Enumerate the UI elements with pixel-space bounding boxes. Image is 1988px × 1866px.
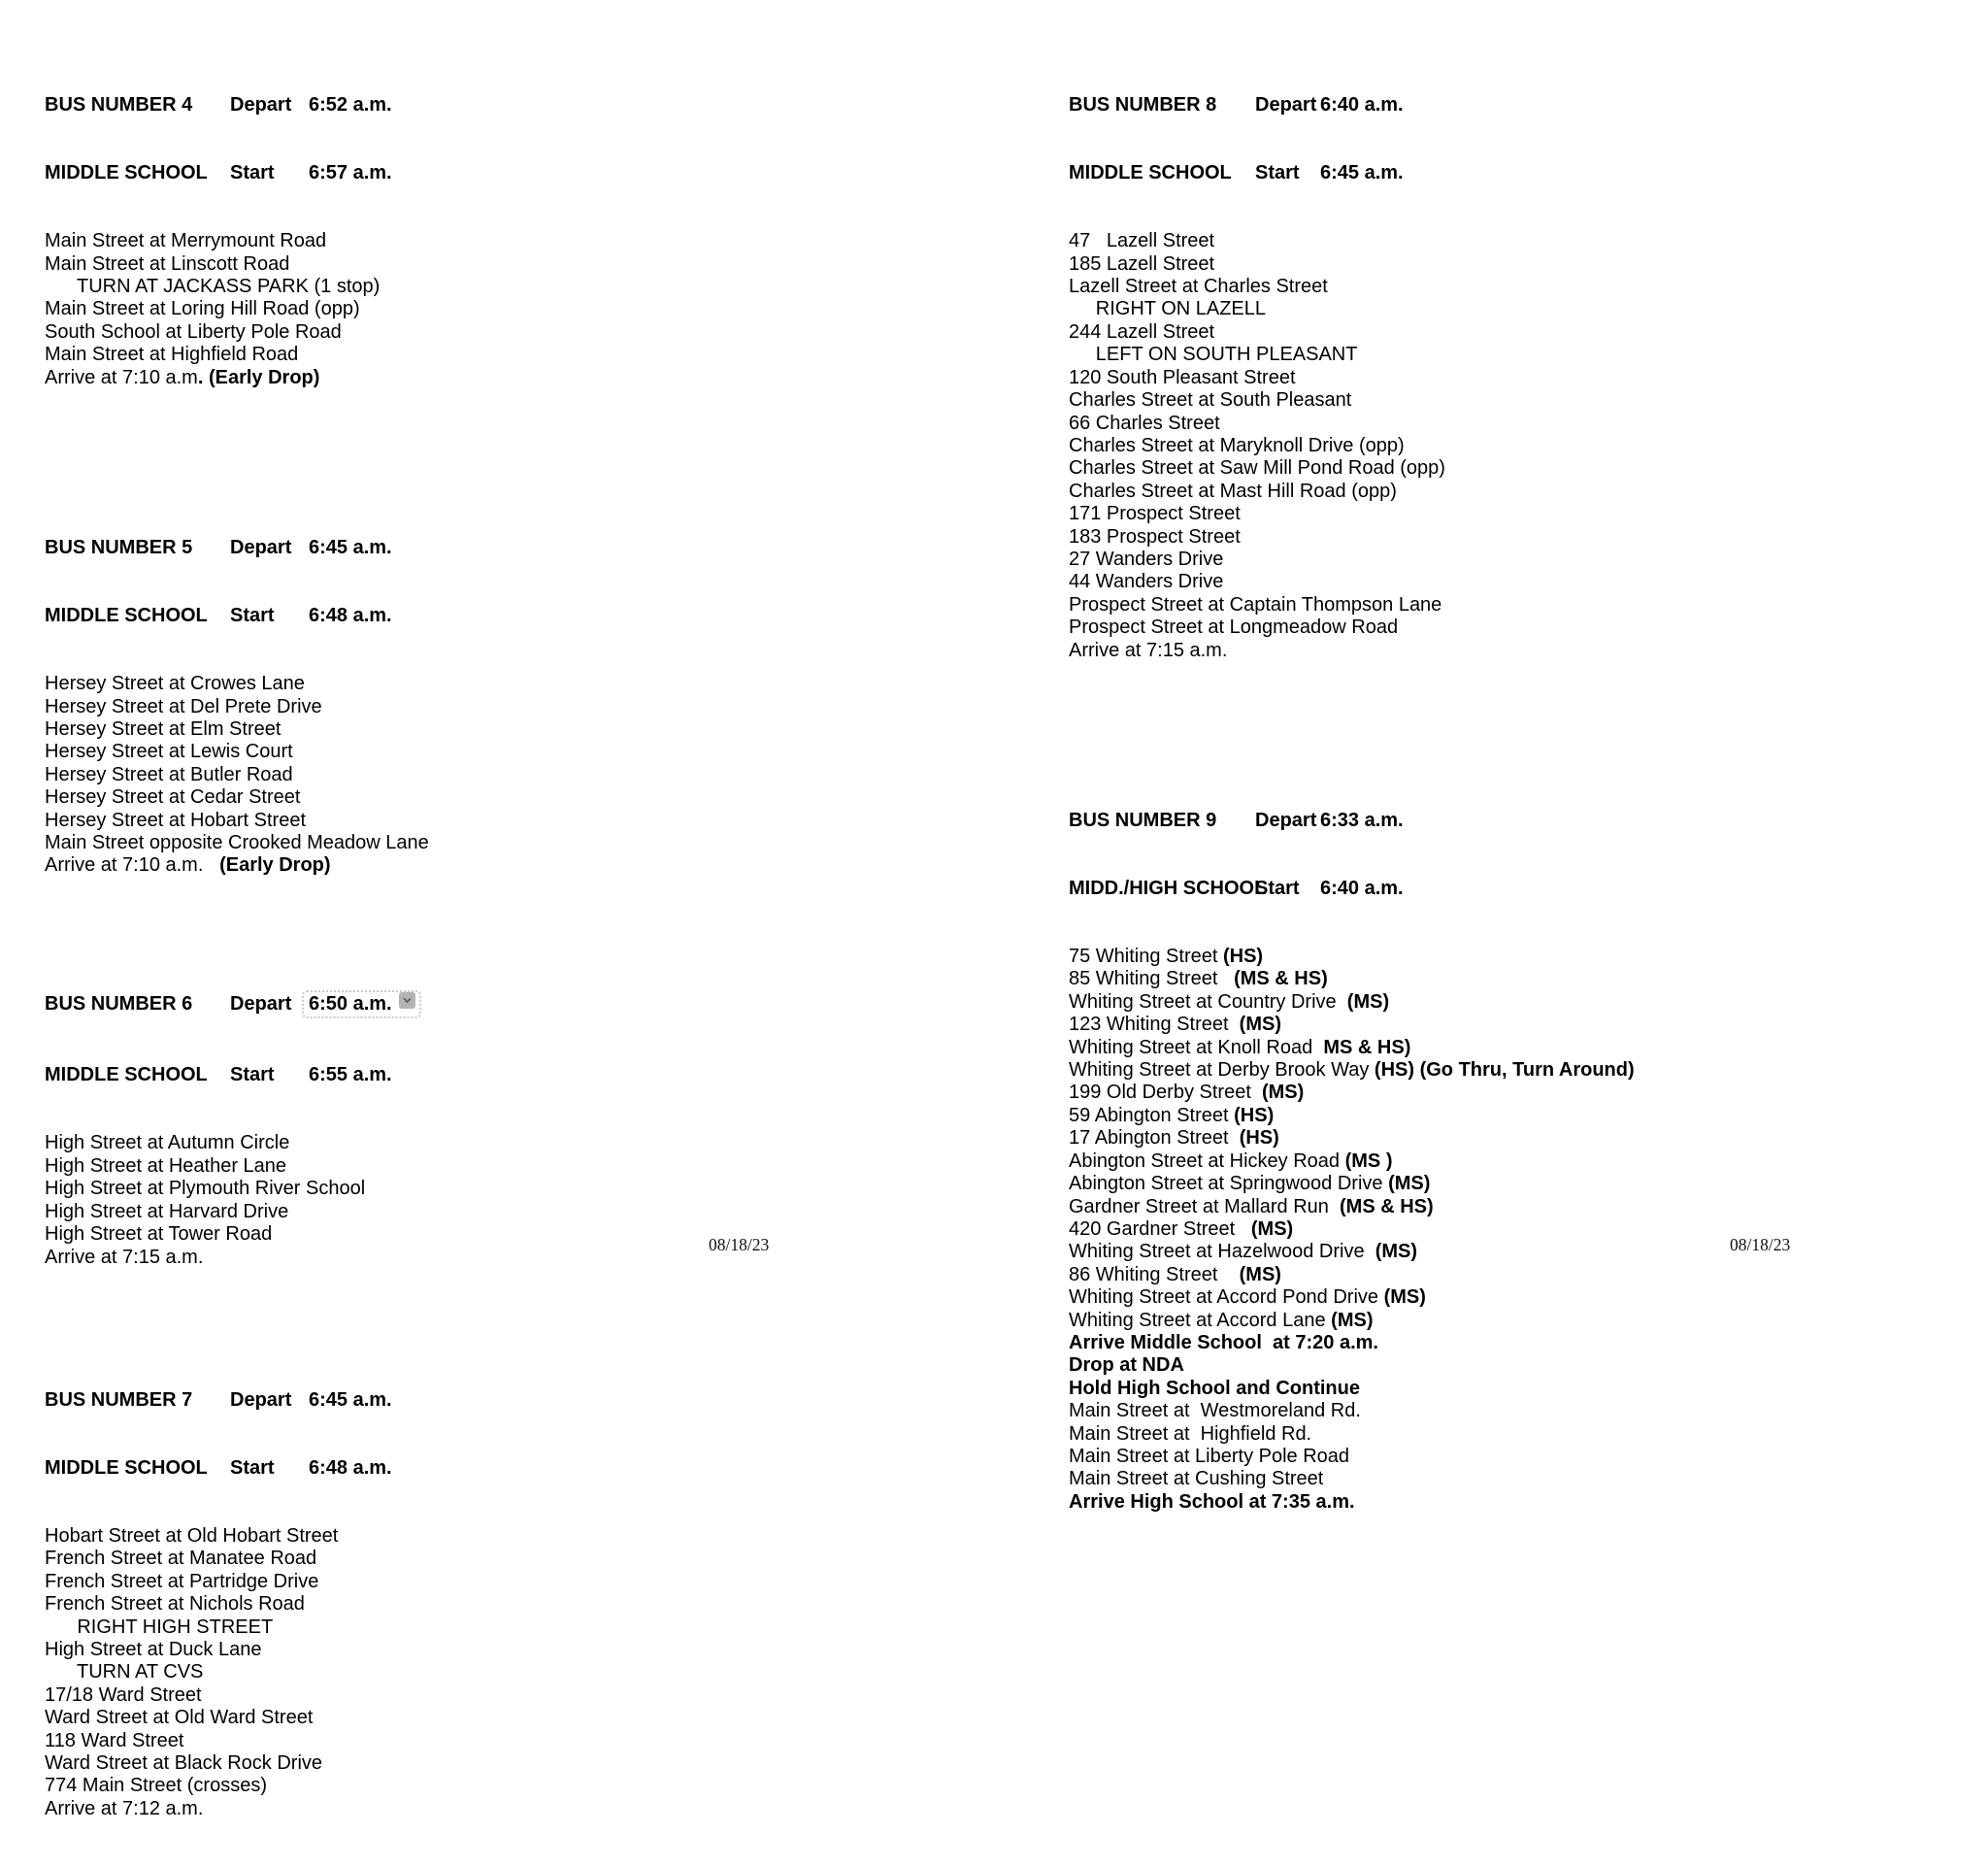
stop-text: (MS) bbox=[1383, 1286, 1426, 1309]
stop-line bbox=[45, 718, 685, 741]
stop-text: . (Early Drop) bbox=[197, 366, 320, 388]
stop-line bbox=[45, 696, 685, 718]
stop-text: (MS) bbox=[1261, 1082, 1305, 1104]
depart-label: Depart bbox=[230, 536, 292, 558]
depart-time: 6:40 a.m. bbox=[1320, 93, 1404, 116]
stop-text: (MS) bbox=[1388, 1173, 1431, 1195]
stop-text: Arrive at 7:15 a.m. bbox=[45, 1246, 204, 1268]
stop-line bbox=[1069, 1286, 1806, 1309]
bus-header-depart-row bbox=[45, 993, 685, 1018]
stop-line bbox=[1069, 1218, 1806, 1241]
stop-text: Hold High School and Continue bbox=[1069, 1377, 1360, 1399]
stop-text: 86 Whiting Street bbox=[1069, 1263, 1240, 1285]
stop-text: Charles Street at South Pleasant bbox=[1069, 389, 1352, 412]
stop-text: Charles Street at Mast Hill Road (opp) bbox=[1069, 480, 1397, 502]
stop-text: Arrive at 7:10 a.m. bbox=[45, 854, 220, 877]
stop-text: Main Street at Merrymount Road bbox=[45, 230, 327, 252]
stop-text: 17 Abington Street bbox=[1069, 1127, 1240, 1150]
start-time: 6:45 a.m. bbox=[1320, 162, 1404, 184]
stop-text: Hobart Street at Old Hobart Street bbox=[45, 1524, 339, 1547]
stop-text: 420 Gardner Street bbox=[1069, 1217, 1251, 1240]
stop-text: (MS) bbox=[1239, 1014, 1281, 1036]
stop-text: Hersey Street at Elm Street bbox=[45, 717, 282, 740]
stop-line bbox=[1069, 1127, 1806, 1150]
depart-label: Depart bbox=[1255, 93, 1317, 116]
stop-text: 183 Prospect Street bbox=[1069, 525, 1241, 548]
stop-line bbox=[45, 1752, 685, 1775]
left-column bbox=[45, 49, 685, 1866]
stop-text: 66 Charles Street bbox=[1069, 412, 1220, 434]
stop-text: Hersey Street at Hobart Street bbox=[45, 809, 307, 831]
start-label: Start bbox=[1255, 877, 1300, 899]
start-label: Start bbox=[1255, 162, 1300, 184]
stop-line bbox=[45, 1593, 685, 1616]
stop-list bbox=[45, 1525, 685, 1820]
bus-name: BUS NUMBER 7 bbox=[45, 1388, 193, 1411]
bus-name: BUS NUMBER 4 bbox=[45, 93, 193, 116]
stop-line bbox=[1069, 640, 1806, 662]
school-name: MIDDLE SCHOOL bbox=[1069, 162, 1232, 184]
stop-line bbox=[45, 854, 685, 877]
depart-label: Depart bbox=[1255, 809, 1317, 831]
stop-text: Main Street at Highfield Road bbox=[45, 344, 299, 366]
stop-text: TURN AT CVS bbox=[45, 1661, 204, 1683]
stop-text: Hersey Street at Butler Road bbox=[45, 763, 293, 785]
stop-text: 244 Lazell Street bbox=[1069, 320, 1215, 343]
stop-line bbox=[45, 321, 685, 344]
stop-line bbox=[45, 230, 685, 252]
stop-text: 118 Ward Street bbox=[45, 1729, 184, 1751]
stop-text: Abington Street at Springwood Drive bbox=[1069, 1173, 1389, 1195]
stop-text: (MS & HS) bbox=[1340, 1195, 1434, 1217]
stop-text: (MS) bbox=[1250, 1217, 1294, 1240]
stop-text: RIGHT HIGH STREET bbox=[45, 1616, 274, 1638]
stop-line bbox=[45, 1730, 685, 1752]
stop-text: Hersey Street at Del Prete Drive bbox=[45, 695, 322, 717]
stop-text: 171 Prospect Street bbox=[1069, 503, 1241, 525]
start-label: Start bbox=[230, 1456, 275, 1479]
start-time: 6:57 a.m. bbox=[309, 162, 392, 184]
stop-line bbox=[45, 1201, 685, 1223]
depart-label: Depart bbox=[230, 993, 292, 1016]
stop-line bbox=[1069, 413, 1806, 435]
stop-line bbox=[1069, 571, 1806, 593]
stop-line bbox=[1069, 298, 1806, 320]
depart-time bbox=[309, 993, 685, 1018]
stop-line bbox=[1069, 549, 1806, 571]
stop-line bbox=[45, 1132, 685, 1154]
stop-text: LEFT ON SOUTH PLEASANT bbox=[1069, 344, 1358, 366]
stop-text: Arrive Middle School at 7:20 a.m. bbox=[1069, 1331, 1378, 1353]
stop-text: (MS ) bbox=[1344, 1150, 1393, 1172]
stop-text: 17/18 Ward Street bbox=[45, 1683, 202, 1706]
stop-text: Abington Street at Hickey Road bbox=[1069, 1150, 1345, 1172]
stop-line bbox=[1069, 991, 1806, 1014]
stop-line bbox=[45, 253, 685, 276]
bus-section-bus-number-5 bbox=[45, 491, 685, 923]
stop-line bbox=[45, 673, 685, 695]
stop-line bbox=[45, 1178, 685, 1200]
bus-name: BUS NUMBER 5 bbox=[45, 536, 193, 558]
stop-line bbox=[1069, 276, 1806, 298]
start-time: 6:48 a.m. bbox=[309, 604, 392, 626]
stop-text: High Street at Tower Road bbox=[45, 1223, 273, 1246]
stop-line bbox=[1069, 1241, 1806, 1263]
stop-line bbox=[1069, 321, 1806, 344]
stop-text: (MS) bbox=[1331, 1309, 1374, 1331]
stop-line bbox=[1069, 503, 1806, 525]
stop-text: High Street at Heather Lane bbox=[45, 1154, 287, 1177]
stop-text: Prospect Street at Longmeadow Road bbox=[1069, 616, 1399, 639]
start-label: Start bbox=[230, 604, 275, 626]
stop-line bbox=[1069, 1037, 1806, 1059]
stop-list bbox=[45, 230, 685, 389]
stop-line bbox=[45, 1775, 685, 1797]
stop-line bbox=[45, 1684, 685, 1707]
stop-line bbox=[45, 344, 685, 366]
bus-section-bus-number-8 bbox=[1069, 49, 1806, 708]
stop-text: Arrive at 7:12 a.m. bbox=[45, 1797, 204, 1819]
stop-line bbox=[1069, 1150, 1806, 1173]
stop-text: Whiting Street at Hazelwood Drive bbox=[1069, 1241, 1375, 1263]
stop-list bbox=[1069, 230, 1806, 662]
stop-line bbox=[45, 810, 685, 832]
stop-line bbox=[1069, 367, 1806, 389]
stop-line bbox=[45, 1223, 685, 1246]
stop-line bbox=[45, 298, 685, 320]
bus-header-start-row bbox=[45, 162, 685, 184]
school-name: MIDDLE SCHOOL bbox=[45, 1456, 208, 1479]
bus-header-depart-row bbox=[45, 1389, 685, 1412]
depart-time: 6:33 a.m. bbox=[1320, 809, 1404, 831]
stop-line bbox=[1069, 1014, 1806, 1036]
stop-text: Main Street at Cushing Street bbox=[1069, 1468, 1324, 1490]
bus-header-depart-row bbox=[1069, 810, 1806, 832]
stop-list bbox=[45, 1132, 685, 1268]
stop-line bbox=[45, 1525, 685, 1548]
start-label: Start bbox=[230, 162, 275, 184]
stop-text: Whiting Street at Knoll Road bbox=[1069, 1036, 1324, 1058]
stop-text: Arrive High School at 7:35 a.m. bbox=[1069, 1490, 1355, 1513]
stop-text: (Early Drop) bbox=[219, 854, 331, 877]
stop-text: Hersey Street at Lewis Court bbox=[45, 741, 293, 763]
bus-header-start-row bbox=[45, 1457, 685, 1480]
stop-text: 123 Whiting Street bbox=[1069, 1014, 1240, 1036]
stop-line bbox=[45, 1639, 685, 1661]
stop-line bbox=[1069, 389, 1806, 412]
stop-line bbox=[1069, 1468, 1806, 1490]
stop-line bbox=[1069, 1332, 1806, 1354]
stop-line bbox=[1069, 1264, 1806, 1286]
stop-text: Drop at NDA bbox=[1069, 1354, 1184, 1377]
stop-text: 85 Whiting Street bbox=[1069, 968, 1235, 990]
stop-text: High Street at Plymouth River School bbox=[45, 1178, 366, 1200]
stop-text: (HS) bbox=[1222, 946, 1264, 968]
bus-name: BUS NUMBER 6 bbox=[45, 993, 193, 1016]
stop-text: Main Street at Highfield Rd. bbox=[1069, 1422, 1312, 1445]
stop-line bbox=[1069, 616, 1806, 639]
right-column bbox=[1069, 49, 1806, 1559]
bus-header-start-row bbox=[45, 1064, 685, 1086]
stop-text: (MS & HS) bbox=[1234, 968, 1328, 990]
stop-text: (HS) bbox=[1239, 1127, 1279, 1150]
depart-label: Depart bbox=[230, 93, 292, 116]
bus-section-bus-number-9 bbox=[1069, 764, 1806, 1559]
stop-line bbox=[1069, 344, 1806, 366]
stop-line bbox=[1069, 1082, 1806, 1104]
stop-text: Whiting Street at Accord Pond Drive bbox=[1069, 1286, 1384, 1309]
depart-time-field[interactable] bbox=[302, 990, 421, 1018]
stop-line bbox=[1069, 1400, 1806, 1422]
stop-line bbox=[45, 786, 685, 809]
stop-text: Ward Street at Black Rock Drive bbox=[45, 1752, 323, 1775]
stop-text: 774 Main Street (crosses) bbox=[45, 1775, 267, 1797]
stop-line bbox=[1069, 1423, 1806, 1446]
stop-text: Whiting Street at Country Drive bbox=[1069, 990, 1347, 1013]
start-time: 6:55 a.m. bbox=[309, 1064, 392, 1086]
bus-section-bus-number-7 bbox=[45, 1344, 685, 1866]
stop-text: Whiting Street at Derby Brook Way bbox=[1069, 1059, 1375, 1082]
stop-line bbox=[1069, 435, 1806, 457]
stop-text: 185 Lazell Street bbox=[1069, 252, 1215, 275]
stop-line bbox=[45, 367, 685, 389]
stop-text: (MS) bbox=[1346, 990, 1390, 1013]
stop-line bbox=[45, 1247, 685, 1269]
stop-list bbox=[45, 673, 685, 878]
stop-line bbox=[1069, 1354, 1806, 1377]
start-time: 6:40 a.m. bbox=[1320, 877, 1404, 899]
footer-date-left: 08/18/23 bbox=[709, 1235, 770, 1254]
stop-text: French Street at Partridge Drive bbox=[45, 1570, 319, 1592]
depart-time-value: 6:50 a.m. bbox=[309, 993, 392, 1016]
stop-text: High Street at Duck Lane bbox=[45, 1639, 262, 1660]
depart-time: 6:45 a.m. bbox=[309, 1388, 392, 1411]
stop-text: Arrive at 7:10 a.m bbox=[45, 366, 198, 388]
start-time: 6:48 a.m. bbox=[309, 1456, 392, 1479]
stop-text: High Street at Harvard Drive bbox=[45, 1200, 289, 1222]
stop-text: Gardner Street at Mallard Run bbox=[1069, 1195, 1341, 1217]
bus-header-start-row bbox=[1069, 878, 1806, 900]
bus-header-depart-row bbox=[45, 537, 685, 559]
stop-text: Ward Street at Old Ward Street bbox=[45, 1707, 314, 1729]
stop-line bbox=[1069, 594, 1806, 616]
stop-text: Main Street at Linscott Road bbox=[45, 252, 290, 275]
school-name: MIDDLE SCHOOL bbox=[45, 604, 208, 626]
depart-time: 6:45 a.m. bbox=[309, 536, 392, 558]
stop-text: 59 Abington Street bbox=[1069, 1104, 1235, 1126]
stop-line bbox=[1069, 457, 1806, 480]
bus-header-depart-row bbox=[1069, 94, 1806, 117]
stop-text: (MS) bbox=[1375, 1241, 1418, 1263]
stop-line bbox=[1069, 1491, 1806, 1514]
stop-line bbox=[45, 741, 685, 763]
stop-text: 44 Wanders Drive bbox=[1069, 571, 1224, 593]
stop-line bbox=[1069, 1105, 1806, 1127]
stop-line bbox=[1069, 1446, 1806, 1468]
stop-line bbox=[45, 1571, 685, 1593]
stop-line bbox=[45, 1155, 685, 1178]
stop-text: French Street at Nichols Road bbox=[45, 1593, 305, 1616]
stop-text: 47 Lazell Street bbox=[1069, 230, 1215, 252]
stop-text: RIGHT ON LAZELL bbox=[1069, 298, 1267, 320]
stop-line bbox=[45, 832, 685, 854]
stop-text: Whiting Street at Accord Lane bbox=[1069, 1309, 1332, 1331]
stop-text: (HS) (Go Thru, Turn Around) bbox=[1374, 1059, 1635, 1082]
stop-text: Arrive at 7:15 a.m. bbox=[1069, 639, 1228, 661]
stop-line bbox=[1069, 1196, 1806, 1218]
stop-text: French Street at Manatee Road bbox=[45, 1548, 317, 1570]
stop-line bbox=[45, 1661, 685, 1683]
school-name: MIDDLE SCHOOL bbox=[45, 162, 208, 184]
stop-line bbox=[45, 276, 685, 298]
stop-text: High Street at Autumn Circle bbox=[45, 1132, 290, 1154]
school-name: MIDDLE SCHOOL bbox=[45, 1064, 208, 1086]
stop-text: Charles Street at Saw Mill Pond Road (opp) bbox=[1069, 457, 1445, 480]
school-name: MIDD./HIGH SCHOOL bbox=[1069, 877, 1267, 899]
stop-text: 75 Whiting Street bbox=[1069, 946, 1223, 968]
chevron-down-icon[interactable] bbox=[399, 992, 415, 1009]
bus-header-start-row bbox=[45, 605, 685, 627]
stop-text: Main Street opposite Crooked Meadow Lane bbox=[45, 832, 429, 853]
stop-text: (MS) bbox=[1239, 1263, 1281, 1285]
stop-line bbox=[45, 1548, 685, 1570]
stop-line bbox=[45, 1616, 685, 1639]
stop-text: Main Street at Westmoreland Rd. bbox=[1069, 1400, 1361, 1422]
stop-line bbox=[1069, 946, 1806, 968]
stop-text: MS & HS) bbox=[1323, 1036, 1411, 1058]
stop-line bbox=[45, 764, 685, 786]
stop-line bbox=[45, 1707, 685, 1729]
stop-list bbox=[1069, 946, 1806, 1514]
stop-text: 27 Wanders Drive bbox=[1069, 548, 1224, 570]
stop-text: Prospect Street at Captain Thompson Lane bbox=[1069, 593, 1442, 616]
stop-text: Hersey Street at Cedar Street bbox=[45, 786, 301, 809]
footer-date-right: 08/18/23 bbox=[1730, 1235, 1791, 1254]
stop-line bbox=[1069, 968, 1806, 990]
stop-line bbox=[1069, 1173, 1806, 1195]
stop-line bbox=[1069, 481, 1806, 503]
stop-text: 120 South Pleasant Street bbox=[1069, 366, 1296, 388]
start-label: Start bbox=[230, 1064, 275, 1086]
stop-text: Charles Street at Maryknoll Drive (opp) bbox=[1069, 434, 1405, 456]
stop-text: Lazell Street at Charles Street bbox=[1069, 276, 1328, 298]
depart-time: 6:52 a.m. bbox=[309, 93, 392, 116]
stop-text: 199 Old Derby Street bbox=[1069, 1082, 1262, 1104]
bus-name: BUS NUMBER 8 bbox=[1069, 93, 1217, 116]
stop-line bbox=[1069, 1378, 1806, 1400]
stop-text: (HS) bbox=[1234, 1104, 1275, 1126]
bus-header-start-row bbox=[1069, 162, 1806, 184]
stop-line bbox=[1069, 1059, 1806, 1082]
stop-text: Main Street at Loring Hill Road (opp) bbox=[45, 298, 360, 320]
stop-line bbox=[45, 1798, 685, 1820]
bus-header-depart-row bbox=[45, 94, 685, 117]
stop-line bbox=[1069, 253, 1806, 276]
bus-section-bus-number-6 bbox=[45, 949, 685, 1315]
stop-text: Hersey Street at Crowes Lane bbox=[45, 673, 305, 695]
stop-line bbox=[1069, 1310, 1806, 1332]
bus-section-bus-number-4 bbox=[45, 49, 685, 435]
bus-name: BUS NUMBER 9 bbox=[1069, 809, 1217, 831]
stop-line bbox=[1069, 526, 1806, 549]
depart-label: Depart bbox=[230, 1388, 292, 1411]
stop-text: Main Street at Liberty Pole Road bbox=[1069, 1445, 1350, 1467]
stop-text: TURN AT JACKASS PARK (1 stop) bbox=[45, 276, 381, 298]
stop-line bbox=[1069, 230, 1806, 252]
stop-text: South School at Liberty Pole Road bbox=[45, 320, 342, 343]
